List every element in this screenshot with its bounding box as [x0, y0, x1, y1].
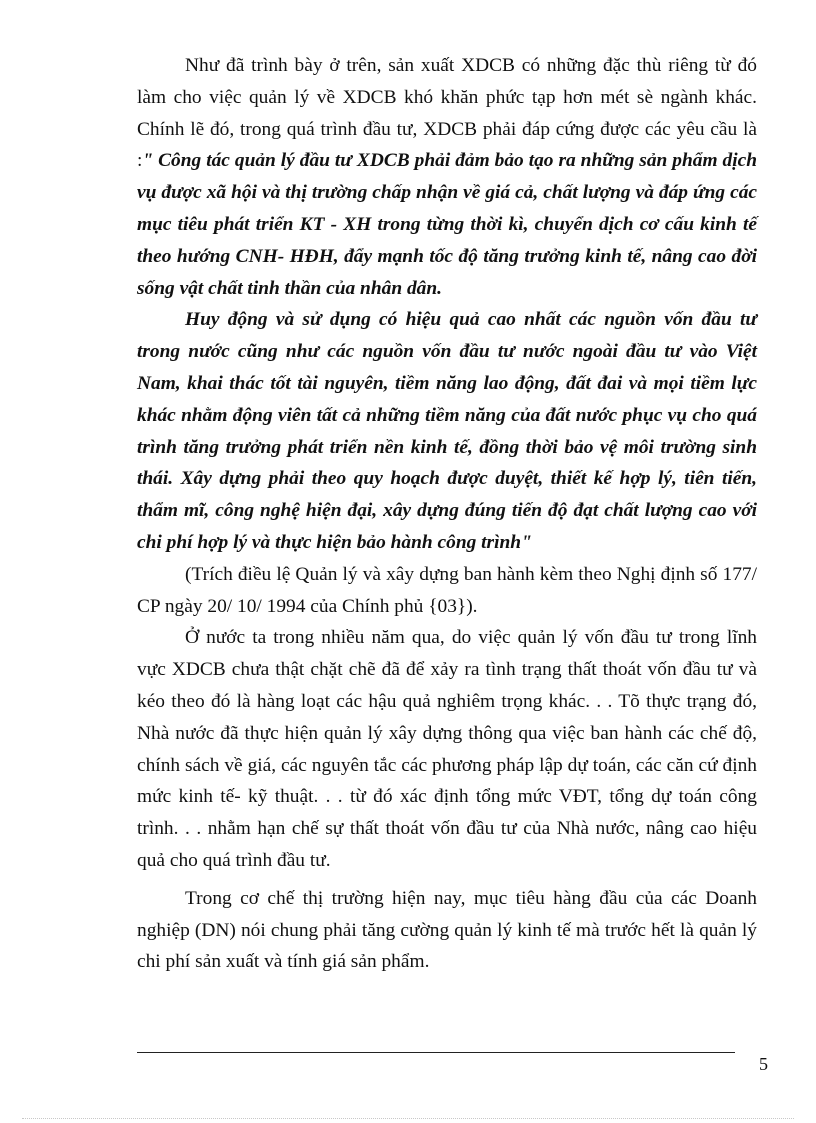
- footer-divider: [137, 1052, 735, 1053]
- page-number: 5: [759, 1054, 768, 1074]
- paragraph-intro: [137, 50, 757, 304]
- paragraph-investment-management: Ở nước ta trong nhiều năm qua, do việc quản lý vốn đầu tư trong lĩnh vực XDCB chưa thật chặt chẽ đã để xảy ra tình trạng thất thoát vốn đầu tư và kéo theo đó là hàng loạt các hậu quả nghiêm trọng khác. . . Tõ thực trạng đó, Nhà nước đã thực hiện quản lý xây dựng thông qua việc ban hành các chế độ, chính sách về giá, các nguyên tắc các phương pháp lập dự toán, các căn cứ định mức kinh tế- kỹ thuật. . . từ đó xác định tổng mức VĐT, tổng dự toán công trình. . . nhằm hạn chế sự thất thoát vốn đầu tư của Nhà nước, nâng cao hiệu quả cho quá trình đầu tư.: [137, 627, 757, 871]
- document-body: [137, 50, 757, 978]
- page-break-line: [22, 1118, 794, 1119]
- quoted-regulation-part1: " Công tác quản lý đầu tư XDCB phải đảm bảo tạo ra những sản phẩm dịch vụ được xã hội và thị trường chấp nhận về giá cả, chất lượng và đáp ứng các mục tiêu phát triển KT - XH trong từng thời kì, chuyển dịch cơ cấu kinh tế theo hướng CNH- HĐH, đẩy mạnh tốc độ tăng trưởng kinh tế, nâng cao đời sống vật chất tinh thần của nhân dân.: [137, 150, 757, 299]
- quoted-regulation-part2: Huy động và sử dụng có hiệu quả cao nhất các nguồn vốn đầu tư trong nước cũng như các nguồn vốn đầu tư nước ngoài đầu tư vào Việt Nam, khai thác tốt tài nguyên, tiềm năng lao động, đất đai và mọi tiềm lực khác nhằm động viên tất cả những tiềm năng của đất nước phục vụ cho quá trình tăng trưởng phát triển nền kinh tế, đồng thời bảo vệ môi trường sinh thái. Xây dựng phải theo quy hoạch được duyệt, thiết kế hợp lý, tiên tiến, thẩm mĩ, công nghệ hiện đại, xây dựng đúng tiến độ đạt chất lượng cao với chi phí hợp lý và thực hiện bảo hành công trình": [137, 309, 757, 553]
- paragraph-market-mechanism: Trong cơ chế thị trường hiện nay, mục tiêu hàng đầu của các Doanh nghiệp (DN) nói chung phải tăng cường quản lý kinh tế mà trước hết là quản lý chi phí sản xuất và tính giá sản phẩm.: [137, 887, 757, 973]
- citation-paragraph: (Trích điều lệ Quản lý và xây dựng ban hành kèm theo Nghị định số 177/ CP ngày 20/ 10/ 1994 của Chính phủ {03}).: [137, 563, 757, 617]
- intro-text: Như đã trình bày ở trên, sản xuất XDCB có những đặc thù riêng từ đó làm cho việc quản lý về XDCB khó khăn phức tạp hơn mét sè ngành khác. Chính lẽ đó, trong quá trình đầu tư, XDCB phải đáp cứng được các yêu cầu là :: [137, 55, 757, 172]
